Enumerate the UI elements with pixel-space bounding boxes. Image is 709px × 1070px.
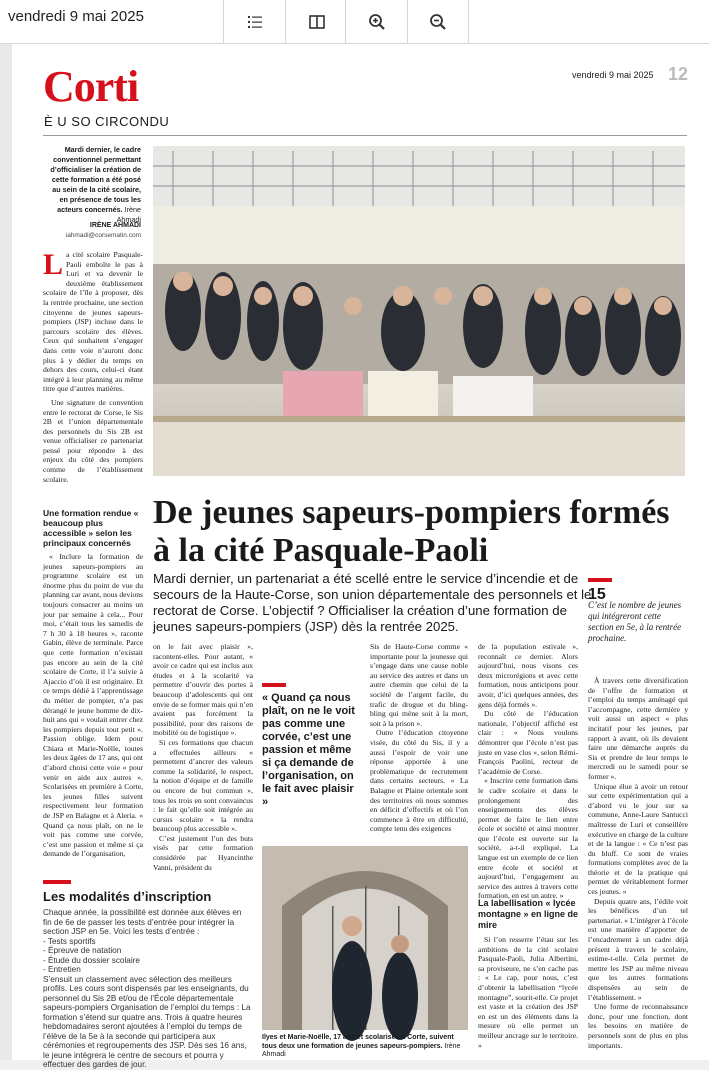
col5 [588,676,688,1052]
inscription-intro: Chaque année, la possibilité est donnée aux élèves en fin de 6e de passer les tests d’entrée pour intégrer la section JSP en 5e. Voici les tests d’entrée : [43,908,242,936]
subheading-labellisation: La labellisation « lycée montagne » en ligne de mire [478,898,579,930]
inscription-outro: S’ensuit un classement avec sélection des meilleurs profils. Les cours sont dispensés par les enseignants, du personnel du Sis 2B et/ou de l’École départementale sapeurs-pompiers Organisation de l’emploi du temps : La formation s’étend sur quatre ans. Trois à quatre heures hebdomadaires seront ajoutées à l’emploi du temps de l’élève de la 5e à la seconde qui participera aux cérémonies et regroupements des JSP. Dès ses 16 ans, le jeune intégrera le centre de secours et pourra y effectuer des gardes de jour. [43,974,251,1069]
page-number: 12 [668,64,689,84]
col4-paragraph-3: « Inscrire cette formation dans le cadre scolaire et dans le prolongement des enseignements des élèves permet de faire le lien entre école et société et ainsi montrer que l’école est ouverte sur la société, a-t-il expliqué. La langue est un exemple de ce lien entre école et société et aujourd’hui, l’engagement au service des autres à travers cette formation, en est un autre. » [478,776,578,901]
list-button[interactable] [223,0,285,44]
photo-caption-text: Mardi dernier, le cadre conventionnel permettant d’officialiser la création de cette formation a été posé au sein de la cité scolaire, en présence de tous les acteurs concernés. [50,145,141,214]
col5-paragraph-2: Unique élue à avoir un retour sur cette expérimentation qui a d’abord vu le jour sur sa commune, Anne-Laure Santucci maîtresse de Luri et conseillère exécutive en charge de la culture et de la langue : « Ce n’est pas du bluff. Ce sont de vraies formations complètes avec de la théorie et de la pratique qui permet de véritablement former ces jeunes. » [588,781,688,897]
intro-text [43,250,143,500]
stat-number: 15 [588,586,606,603]
group-photo-illustration [153,146,685,476]
zoom-in-button[interactable] [345,0,407,44]
zoom-out-button[interactable] [407,0,469,44]
edition-date: vendredi 9 mai 2025 [8,8,144,25]
list-icon [246,13,264,31]
col2 [153,642,253,872]
stat-rule [588,578,612,582]
intro-paragraph: a cité scolaire Pasquale-Paoli emboîte le pas à Luri et va devenir le deuxième établissement scolaire de l’île à proposer, dès la rentrée prochaine, une section citoyenne de jeunes sapeurs-pompiers (JSP) incluse dans le parcours scolaire des élèves. Ceux qui souhaitent s’engager dans cette voie n’auront donc plus à y dédier du temps en dehors des cours, celui-ci étant intégré à leur planning au même titre que d’autres matières. [43,250,143,394]
inscription-rule [43,880,71,884]
col4-paragraph-4: Si l’on resserre l’étau sur les ambitions de la cité scolaire Pasquale-Paoli, Julia Albertini, sa proviseure, ne s’en cache pas : « Le cap, pour nous, c’est d’obtenir la labellisation “lycée montagne”, sourit-elle. Ce projet est vaste et la création des JSP en est un des éléments dans la mesure où elle permet un meilleur ancrage sur le territoire. » [478,935,578,1050]
dropcap: L [43,248,64,281]
inscription-item-3: - Étude du dossier scolaire [43,955,140,965]
inscription-item-1: - Tests sportifs [43,936,96,946]
col3 [370,642,468,838]
col3-paragraph-1: Sis de Haute-Corse comme « importante pour la jeunesse qui s’engage dans une cause noble au service des autres et dans un autre chemin que celui de la société de l’argent facile, du trafic de drogue et du bling-bling qui mène soit à la mort, soit à la prison ». [370,642,468,728]
stat-text: C’est le nombre de jeunes qui intégreront cette section en 5e, à la rentrée prochaine. [588,600,682,643]
col4-paragraph-1: de la population estivale », reconnaît ce dernier. Alors aujourd’hui, nous visons ces deux microrégions et avec cette formation, nous anticipons pour avoir, d’ici quelques années, des gens déjà formés ». [478,642,578,709]
inscription-heading: Les modalités d’inscription [43,889,212,904]
col2-paragraph-3: C’est justement l’un des buts visés par cette formation considérée par Hyancinthe Vanni, président du [153,833,253,872]
author-name: IRÈNE AHMADI [89,222,141,229]
lead-paragraph: Mardi dernier, un partenariat a été scellé entre le service d’incendie et de secours de la Haute-Corse, son union départementale des personnels et le rectorat de Corse. L’objectif ? Officialiser la création d’une formation de jeunes sapeurs-pompiers (JSP) dès la rentrée 2025. [153,571,592,634]
col3-paragraph-2: Outre l’éducation citoyenne visée, du côté du Sis, il y a aussi l’espoir de voir une réponse apportée à une problématique de recrutement dans certains secteurs. « La Balagne et Plaine orientale sont des territoires où nous sommes en déficit d’effectifs et où l’on commence à être en difficulté, compte tenu des exigences [370,728,468,834]
intro-paragraph-2: Une signature de convention entre le rectorat de Corse, le Sis 2B et l’union départementale des personnels du Sis 2B est venue officialiser ce partenariat pensé pour répondre à des enjeux du côté des pompiers comme de l’établissement scolaire. [43,397,143,484]
double-page-button[interactable] [285,0,347,44]
portrait-photo [262,846,468,1030]
portrait-credit: Irène Ahmadi [262,1042,461,1058]
col2-paragraph-2: Si ces formations que chacun a effectuées ailleurs « permettent d’ancrer des valeurs comme la solidarité, le respect, la notion d’équipe et de famille ou encore de but commun », tous les trois en sont convaincus : le fait qu’elle soit intégrée au cursus scolaire « la rendra beaucoup plus accessible ». [153,737,253,834]
zoom-out-icon [429,13,447,31]
quote-rule [262,683,286,687]
col4-paragraph-2: Du côté de l’éducation nationale, l’objectif affiché est clair : « Nous voulons démontrer que l’école n’est pas juste en vase clos », selon Rémi-François Paolini, recteur de l’académie de Corse. [478,709,578,776]
col2-paragraph-1: on le fait avec plaisir », racontent-elles. Pour autant, « avoir ce cadre qui est inclus aux études et à la scolarité va permettre d’ouvrir des portes à beaucoup d’adolescents qui ont envie de se former mais qui n’en avaient pas forcément la possibilité, pour des raisons de mobilité ou de logistique ». [153,642,253,738]
main-photo [153,146,685,476]
inscription-item-2: - Épreuve de natation [43,946,122,955]
col1-p2-text: Idem pour Chiara et Marie-Noëlle, toutes les deux âgées de 17 ans, qui ont d’abord choisi cette voie « pour venir en aide aux autres ». Scolarisées en première à Corte, les jeunes filles suivent respectivement leur formation de JSP en Balagne et à Aleria. « Quand ça nous plaît, on ne le voit pas comme une corvée, c’est une passion et même si ça demande de l’organisation, [43,734,143,859]
section-brand: Corti [43,62,139,111]
page-gutter [0,44,12,1060]
col4-text [478,642,578,901]
portrait-caption [262,1034,468,1060]
page-date: vendredi 9 mai 2025 [572,70,654,80]
subheading-formation: Une formation rendue « beaucoup plus accessible » selon les principaux concernés [43,508,139,548]
photo-credit: Irène Ahmadi [116,205,141,224]
portrait-illustration [262,846,468,1030]
pull-quote: « Quand ça nous plaît, on ne le voit pas comme une corvée, c’est une passion et même si ça demande de l’organisation, on le fait avec plaisir » [262,692,355,808]
book-icon [308,13,326,31]
col1 [43,508,143,859]
col5-paragraph-1: À travers cette diversification de l’offre de formation et l’emploi du temps aménagé qui l’accompagne, cette dernière y voit aussi un aspect « plus incitatif pour les jeunes, par rapport à avant, où ils devaient faire une démarche auprès du Sis et prendre de leur temps le mercredi ou le samedi pour se former ». [588,676,688,781]
col4 [478,642,579,1050]
col5-paragraph-4: Une forme de reconnaissance donc, pour une fonction, dont les besoins en matière de personnels sont de plus en plus importants. [588,1002,688,1050]
inscription-item-4: - Entretien [43,965,81,974]
inscription-box [43,908,251,1069]
viewer-toolbar [0,0,709,44]
portrait-caption-text: Ilyes et Marie-Noëlle, 17 ans et scolarisés à Corte, suivent tous deux une formation de jeunes sapeurs-pompiers. [262,1034,454,1050]
section-subtitle: È U SO CIRCONDU [44,114,170,129]
header-rule [43,135,687,136]
zoom-in-icon [368,13,386,31]
headline: De jeunes sapeurs-pompiers formés à la cité Pasquale-Paoli [153,494,670,569]
col1-p1-text: « Inclure la formation de jeunes sapeurs-pompiers au programme scolaire est un énorme plus du point de vue du planning car avant, nous devions toujours consacrer au moins un jour par semaine à cela... Pour moi, c’était tous les samedis de 7 h 30 à 18 heures », raconte Gabin, élève de terminale. Parce que cette formation n’existait pas encore au sein de la cité scolaire de Corte, il l’a suivie à Ajaccio d’où il est originaire. Et ce temps dédié à l’apprentissage du métier de pompier, n’a pas dérangé le jeune homme de dix-huit ans qui « voulait entrer chez les pompiers depuis tout petit ». Passion oblige. [43,552,143,744]
photo-caption [43,145,141,225]
col1-paragraph-1 [43,552,143,859]
col5-paragraph-3: Depuis quatre ans, l’édile voit les bénéfices d’un tel partenariat. « L’intégrer à l’école est une manière d’apporter de l’encadrement à un cadre déjà présent à travers le scolaire, estime-t-elle. Cela permet de mettre les JSP au même niveau que les autres formations dispensées au sein de l’établissement. » [588,896,688,1002]
author-email[interactable]: iahmadi@corsematin.com [65,232,141,239]
